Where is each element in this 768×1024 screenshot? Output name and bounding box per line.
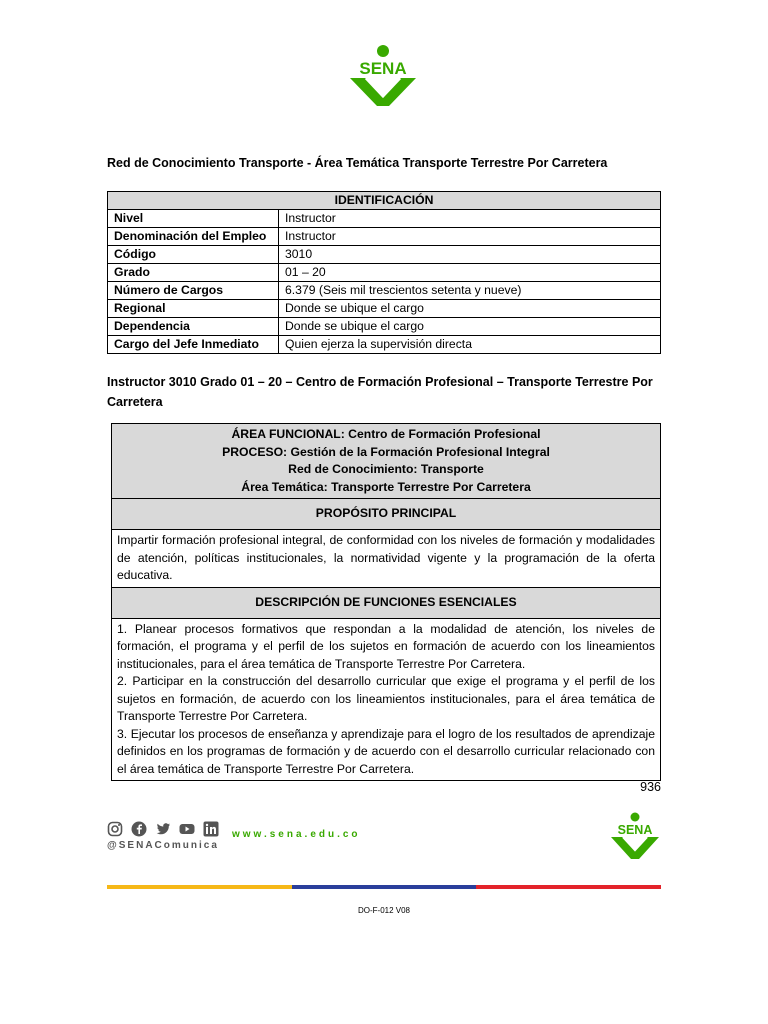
row-value: Donde se ubique el cargo <box>279 318 661 336</box>
row-value: Instructor <box>279 228 661 246</box>
area-funcional-header <box>112 424 661 499</box>
website-link[interactable]: www.sena.edu.co <box>232 829 361 840</box>
document-heading: Red de Conocimiento Transporte - Área Temática Transporte Terrestre Por Carretera <box>107 156 608 170</box>
row-value: Instructor <box>279 210 661 228</box>
area-line: Área Temática: Transporte Terrestre Por Carretera <box>241 479 531 494</box>
document-code: DO-F-012 V08 <box>357 906 411 915</box>
funciones-title: DESCRIPCIÓN DE FUNCIONES ESENCIALES <box>112 587 661 618</box>
stripe-blue <box>292 885 477 889</box>
list-item: 3. Ejecutar los procesos de enseñanza y aprendizaje para el logro de los resultados de aprendizaje definidos en los programas de formación y de acuerdo con el desarrollo curricular relacionado con el área temática de Transporte Terrestre Por Carretera. <box>117 726 655 776</box>
area-line: Red de Conocimiento: Transporte <box>288 462 484 476</box>
sena-logo-footer <box>609 812 661 862</box>
table-row <box>108 246 661 264</box>
table-row <box>108 318 661 336</box>
row-value: 6.379 (Seis mil trescientos setenta y nueve) <box>279 282 661 300</box>
position-subheading: Instructor 3010 Grado 01 – 20 – Centro de Formación Profesional – Transporte Terrestre Por Carretera <box>107 375 653 409</box>
identificacion-title: IDENTIFICACIÓN <box>108 192 661 210</box>
identificacion-table <box>107 191 661 354</box>
row-label: Regional <box>108 300 279 318</box>
stripe-red <box>476 885 661 889</box>
page-number: 936 <box>640 780 661 794</box>
row-value: Donde se ubique el cargo <box>279 300 661 318</box>
row-label: Cargo del Jefe Inmediato <box>108 336 279 354</box>
row-label: Denominación del Empleo <box>108 228 279 246</box>
social-handle: @SENAComunica <box>107 840 219 851</box>
row-label: Grado <box>108 264 279 282</box>
row-label: Dependencia <box>108 318 279 336</box>
color-stripe <box>107 885 661 889</box>
funciones-list <box>112 618 661 781</box>
area-line: PROCESO: Gestión de la Formación Profesional Integral <box>222 444 550 459</box>
linkedin-icon[interactable] <box>203 821 219 837</box>
facebook-icon[interactable] <box>131 821 147 837</box>
row-value: 3010 <box>279 246 661 264</box>
row-value: Quien ejerza la supervisión directa <box>279 336 661 354</box>
youtube-icon[interactable] <box>179 821 195 837</box>
stripe-yellow <box>107 885 292 889</box>
table-row <box>108 282 661 300</box>
funcional-table <box>111 423 661 781</box>
table-row <box>108 228 661 246</box>
table-row <box>108 336 661 354</box>
twitter-icon[interactable] <box>155 821 171 837</box>
area-line: ÁREA FUNCIONAL: Centro de Formación Profesional <box>231 427 541 441</box>
proposito-title: PROPÓSITO PRINCIPAL <box>112 499 661 530</box>
row-value: 01 – 20 <box>279 264 661 282</box>
row-label: Nivel <box>108 210 279 228</box>
row-label: Número de Cargos <box>108 282 279 300</box>
row-label: Código <box>108 246 279 264</box>
sena-logo <box>346 44 420 110</box>
proposito-text: Impartir formación profesional integral, de conformidad con los niveles de formación y modalidades de atención, políticas institucionales, la normatividad vigente y la programación de la oferta educativa. <box>112 530 661 588</box>
table-row <box>108 264 661 282</box>
list-item: 1. Planear procesos formativos que respondan a la modalidad de atención, los niveles de formación, el programa y el perfil de los sujetos en formación de acuerdo con los lineamientos institucionales, para el área temática de Transporte Terrestre Por Carretera. <box>117 621 655 671</box>
list-item: 2. Participar en la construcción del desarrollo curricular que exige el programa y el perfil de los sujetos en formación, de acuerdo con los lineamientos institucionales, para el área temática de Transporte Terrestre Por Carretera. <box>117 674 655 723</box>
instagram-icon[interactable] <box>107 821 123 837</box>
svg-text:SENA: SENA <box>359 59 407 78</box>
svg-text:SENA: SENA <box>617 823 653 837</box>
social-icons <box>107 820 227 838</box>
table-row <box>108 210 661 228</box>
table-row <box>108 300 661 318</box>
